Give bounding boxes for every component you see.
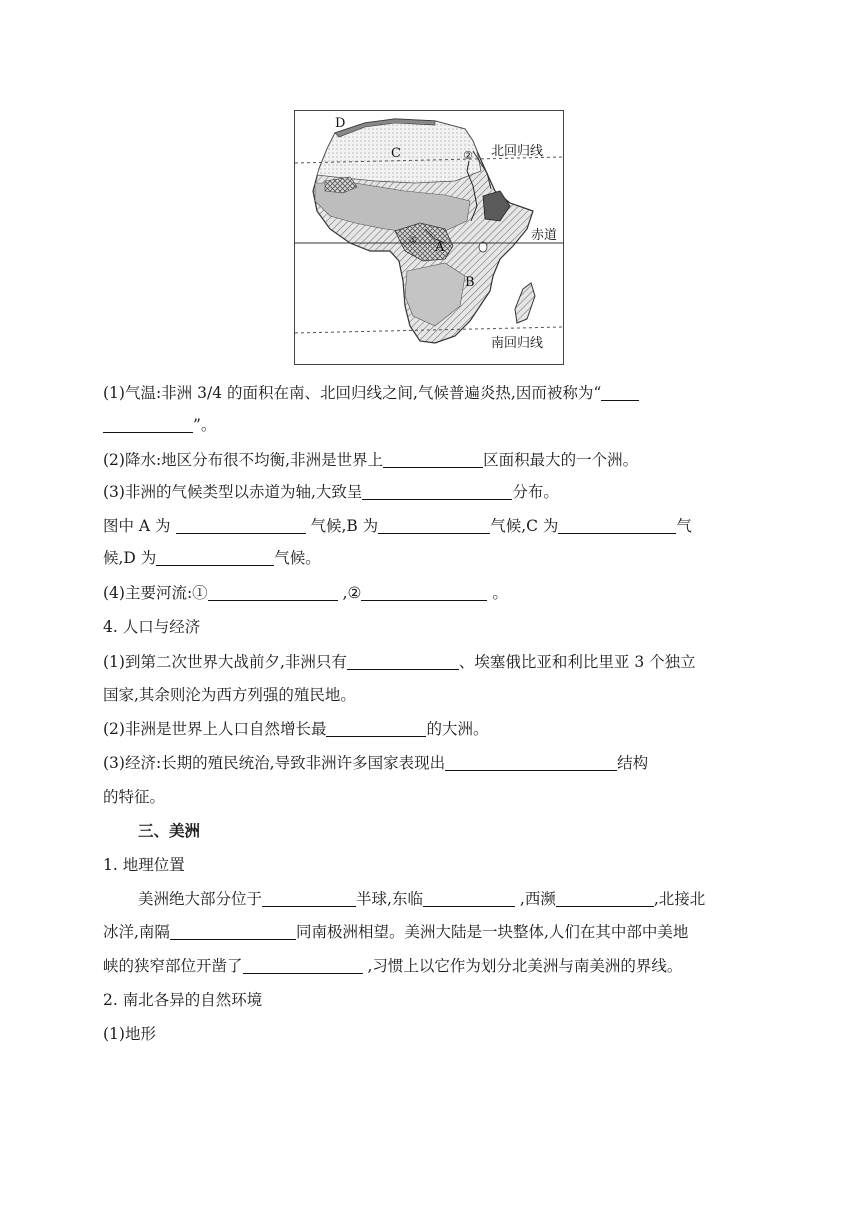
africa-map-svg (295, 111, 563, 364)
q2-text: (2)降水:地区分布很不均衡,非洲是世界上 (103, 451, 384, 469)
q3-d-label: 候,D 为 (103, 549, 157, 567)
q1-end: ”。 (193, 416, 217, 434)
pop-q2-end: 的大洲。 (426, 720, 489, 738)
q3-b-label: 气候,B 为 (310, 517, 379, 535)
blank-q3-distribution[interactable] (362, 483, 512, 500)
pop-q3-suffix: 结构 (617, 754, 649, 772)
america-sub2a: (1)地形 (103, 1025, 156, 1043)
blank-q2[interactable] (383, 451, 483, 468)
blank-canal[interactable] (243, 957, 363, 974)
blank-climate-c[interactable] (558, 517, 676, 534)
africa-climate-map (294, 110, 564, 365)
pop-q1-line-1 (103, 651, 696, 673)
q3-line (103, 481, 559, 503)
america-t1d: ,北接北 (653, 890, 706, 908)
blank-hemisphere[interactable] (262, 890, 356, 907)
america-sub2: 2. 南北各异的自然环境 (103, 991, 263, 1009)
q2-line (103, 449, 638, 471)
q3-climate-line-2 (103, 547, 321, 569)
blank-independent-country[interactable] (347, 653, 459, 670)
blank-economy-structure[interactable] (445, 754, 617, 771)
q3-a-label: 图中 A 为 (103, 517, 171, 535)
pop-q3-line-1 (103, 752, 648, 774)
equator-label: 赤道 (531, 228, 558, 243)
label-d: D (335, 116, 346, 131)
america-t3b: ,习惯上以它作为划分北美洲与南美洲的界线。 (367, 957, 683, 975)
america-p1-line-2 (103, 921, 688, 943)
pop-q3-line-2: 的特征。 (103, 788, 166, 806)
population-heading: 4. 人口与经济 (103, 618, 201, 636)
blank-q1-part2[interactable] (103, 416, 193, 433)
label-a: A (435, 240, 445, 255)
blank-growth[interactable] (326, 720, 426, 737)
blank-climate-a[interactable] (176, 517, 306, 534)
blank-south-strait[interactable] (170, 923, 296, 940)
q1-line-2 (103, 414, 216, 436)
blank-west-ocean[interactable] (556, 890, 654, 907)
blank-river-1[interactable] (208, 584, 338, 601)
label-river-1: ① (409, 236, 418, 246)
america-p1-line-1 (138, 888, 705, 910)
pop-q1-line-2: 国家,其余则沦为西方列强的殖民地。 (103, 686, 356, 704)
q3-text: (3)非洲的气候类型以赤道为轴,大致呈 (103, 483, 363, 501)
q3-c-label: 气候,C 为 (490, 517, 559, 535)
pop-q1-text-2: 、埃塞俄比亚和利比里亚 3 个独立 (458, 653, 696, 671)
blank-climate-d[interactable] (156, 549, 274, 566)
q4-mid: ,② (342, 584, 362, 602)
label-river-2: ② (463, 149, 473, 162)
america-t3a: 峡的狭窄部位开凿了 (103, 957, 243, 975)
blank-east-ocean[interactable] (423, 890, 515, 907)
q3-c-suffix: 气 (676, 517, 692, 535)
q1-text: (1)气温:非洲 3/4 的面积在南、北回归线之间,气候普遍炎热,因而被称为“ (103, 384, 602, 402)
label-c: C (391, 146, 401, 161)
pop-q2-text: (2)非洲是世界上人口自然增长最 (103, 720, 327, 738)
america-t2a: 冰洋,南隔 (103, 923, 170, 941)
q4-end: 。 (492, 584, 508, 602)
blank-climate-b[interactable] (378, 517, 490, 534)
pop-q2-line (103, 718, 488, 740)
america-t1b: 半球,东临 (356, 890, 423, 908)
tropic-of-cancer-label: 北回归线 (491, 144, 544, 159)
q3-end: 分布。 (512, 483, 559, 501)
america-t1a: 美洲绝大部分位于 (138, 890, 263, 908)
america-t2b: 同南极洲相望。美洲大陆是一块整体,人们在其中部中美地 (295, 923, 689, 941)
q3-climate-line-1 (103, 515, 692, 537)
pop-q1-text: (1)到第二次世界大战前夕,非洲只有 (103, 653, 347, 671)
blank-q1-part1[interactable] (601, 384, 639, 401)
q4-line (103, 582, 508, 604)
q3-d-suffix: 气候。 (274, 549, 321, 567)
q1-line-1 (103, 382, 639, 404)
blank-river-2[interactable] (361, 584, 487, 601)
madagascar (515, 283, 535, 323)
america-heading: 三、美洲 (138, 821, 201, 840)
q2-end: 区面积最大的一个洲。 (483, 451, 639, 469)
pop-q3-text: (3)经济:长期的殖民统治,导致非洲许多国家表现出 (103, 754, 446, 772)
america-p1-line-3 (103, 955, 682, 977)
america-sub1: 1. 地理位置 (103, 856, 185, 874)
label-b: B (465, 275, 475, 290)
q4-text: (4)主要河流:① (103, 584, 208, 602)
america-t1c: ,西濒 (519, 890, 556, 908)
tropic-of-capricorn-label: 南回归线 (491, 336, 544, 351)
